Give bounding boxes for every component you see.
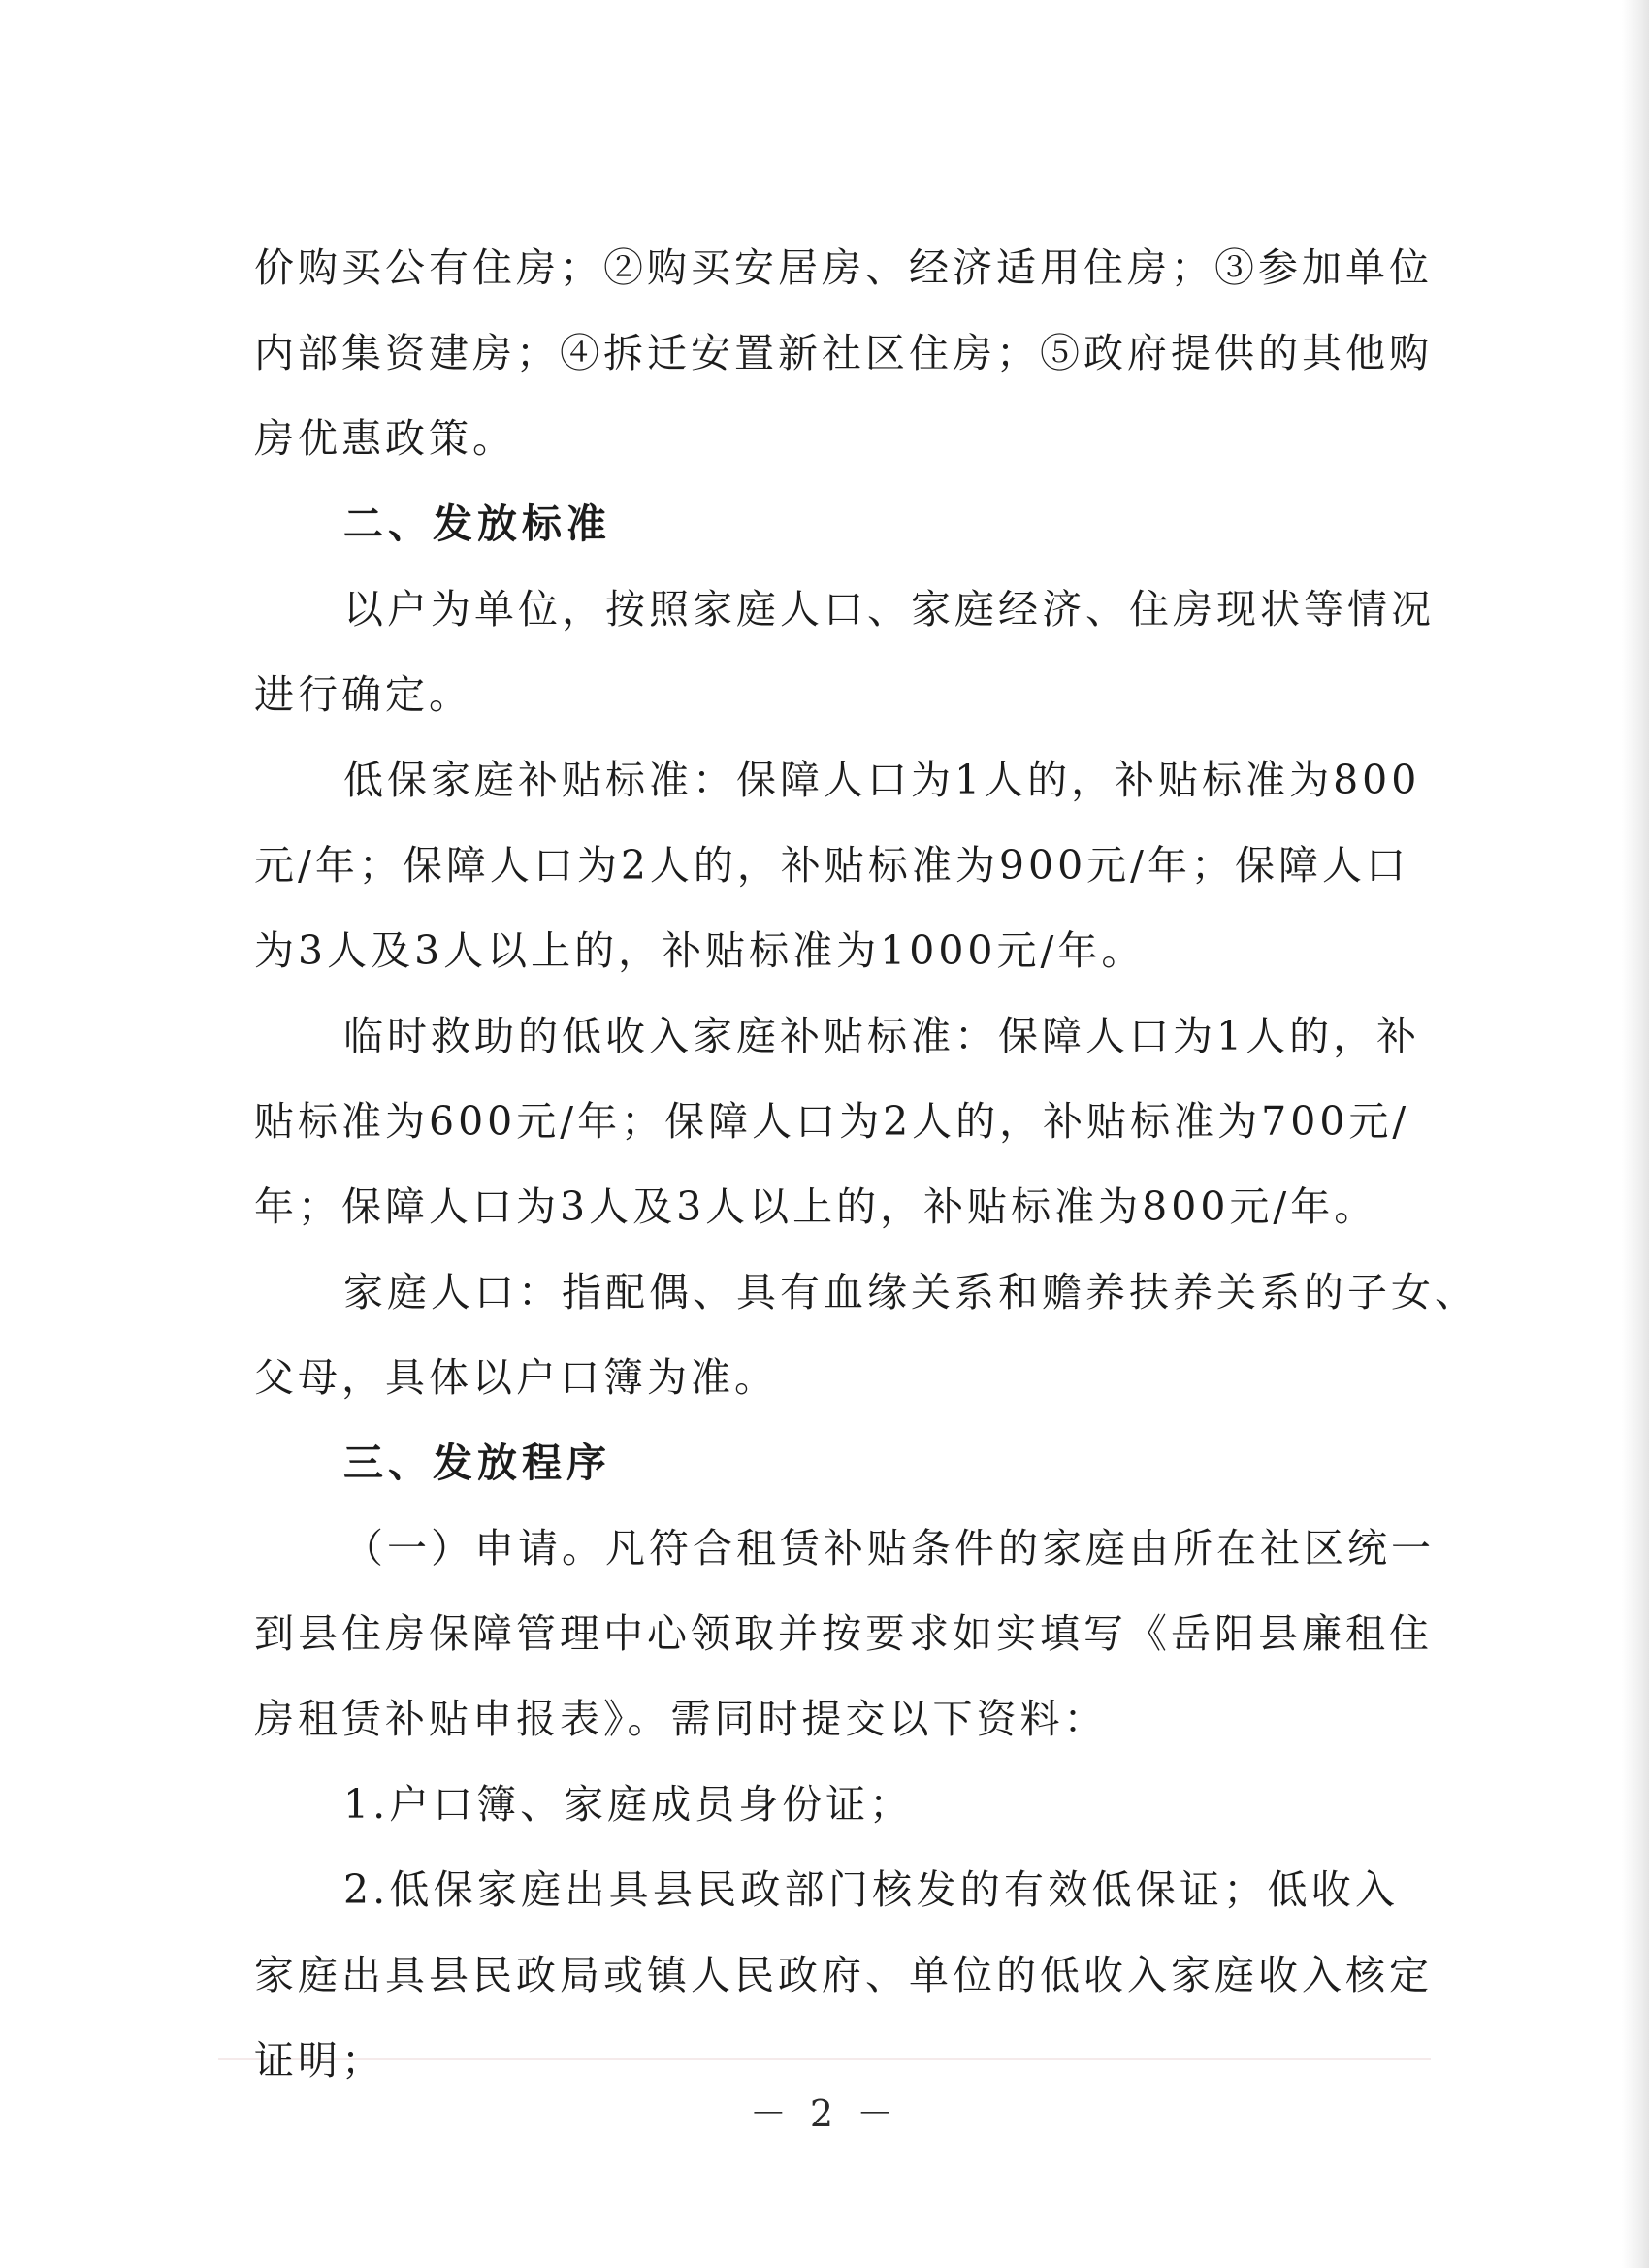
paragraph-line: 房优惠政策。	[254, 415, 516, 462]
list-item: 2.低保家庭出具县民政部门核发的有效低保证；低收入	[343, 1866, 1399, 1913]
paragraph-line: 内部集资建房；④拆迁安置新社区住房；⑤政府提供的其他购	[254, 330, 1433, 376]
document-body	[254, 225, 1478, 2103]
list-item: 1.户口簿、家庭成员身份证；	[343, 1781, 914, 1828]
page-number: － 2 －	[749, 2092, 900, 2135]
paragraph-line: （一）申请。凡符合租赁补贴条件的家庭由所在社区统一	[343, 1525, 1435, 1571]
paragraph-line: 房租赁补贴申报表》。需同时提交以下资料：	[254, 1696, 1108, 1742]
paragraph-line: 以户为单位，按照家庭人口、家庭经济、住房现状等情况	[343, 586, 1435, 632]
paragraph-line: 到县住房保障管理中心领取并按要求如实填写《岳阳县廉租住	[254, 1610, 1433, 1657]
scan-edge	[1622, 0, 1649, 2268]
paragraph-line: 元/年；保障人口为2人的，补贴标准为900元/年；保障人口	[254, 842, 1409, 889]
paragraph-line: 为3人及3人以上的，补贴标准为1000元/年。	[254, 927, 1146, 974]
paragraph-line: 进行确定。	[254, 671, 472, 718]
paragraph-line: 价购买公有住房；②购买安居房、经济适用住房；③参加单位	[254, 244, 1433, 291]
paragraph-line: 证明；	[254, 2037, 385, 2084]
paragraph-line: 家庭人口：指配偶、具有血缘关系和赡养扶养关系的子女、	[343, 1269, 1478, 1315]
paragraph-line: 贴标准为600元/年；保障人口为2人的，补贴标准为700元/	[254, 1098, 1410, 1145]
paragraph-line: 父母，具体以户口簿为准。	[254, 1354, 778, 1401]
section-heading-2: 二、发放标准	[343, 501, 611, 547]
paragraph-line: 临时救助的低收入家庭补贴标准：保障人口为1人的，补	[343, 1013, 1421, 1059]
paragraph-line: 低保家庭补贴标准：保障人口为1人的，补贴标准为800	[343, 757, 1421, 803]
paragraph-line: 家庭出具县民政局或镇人民政府、单位的低收入家庭收入核定	[254, 1952, 1433, 1998]
paragraph-line: 年；保障人口为3人及3人以上的，补贴标准为800元/年。	[254, 1183, 1378, 1230]
section-heading-3: 三、发放程序	[343, 1440, 611, 1486]
